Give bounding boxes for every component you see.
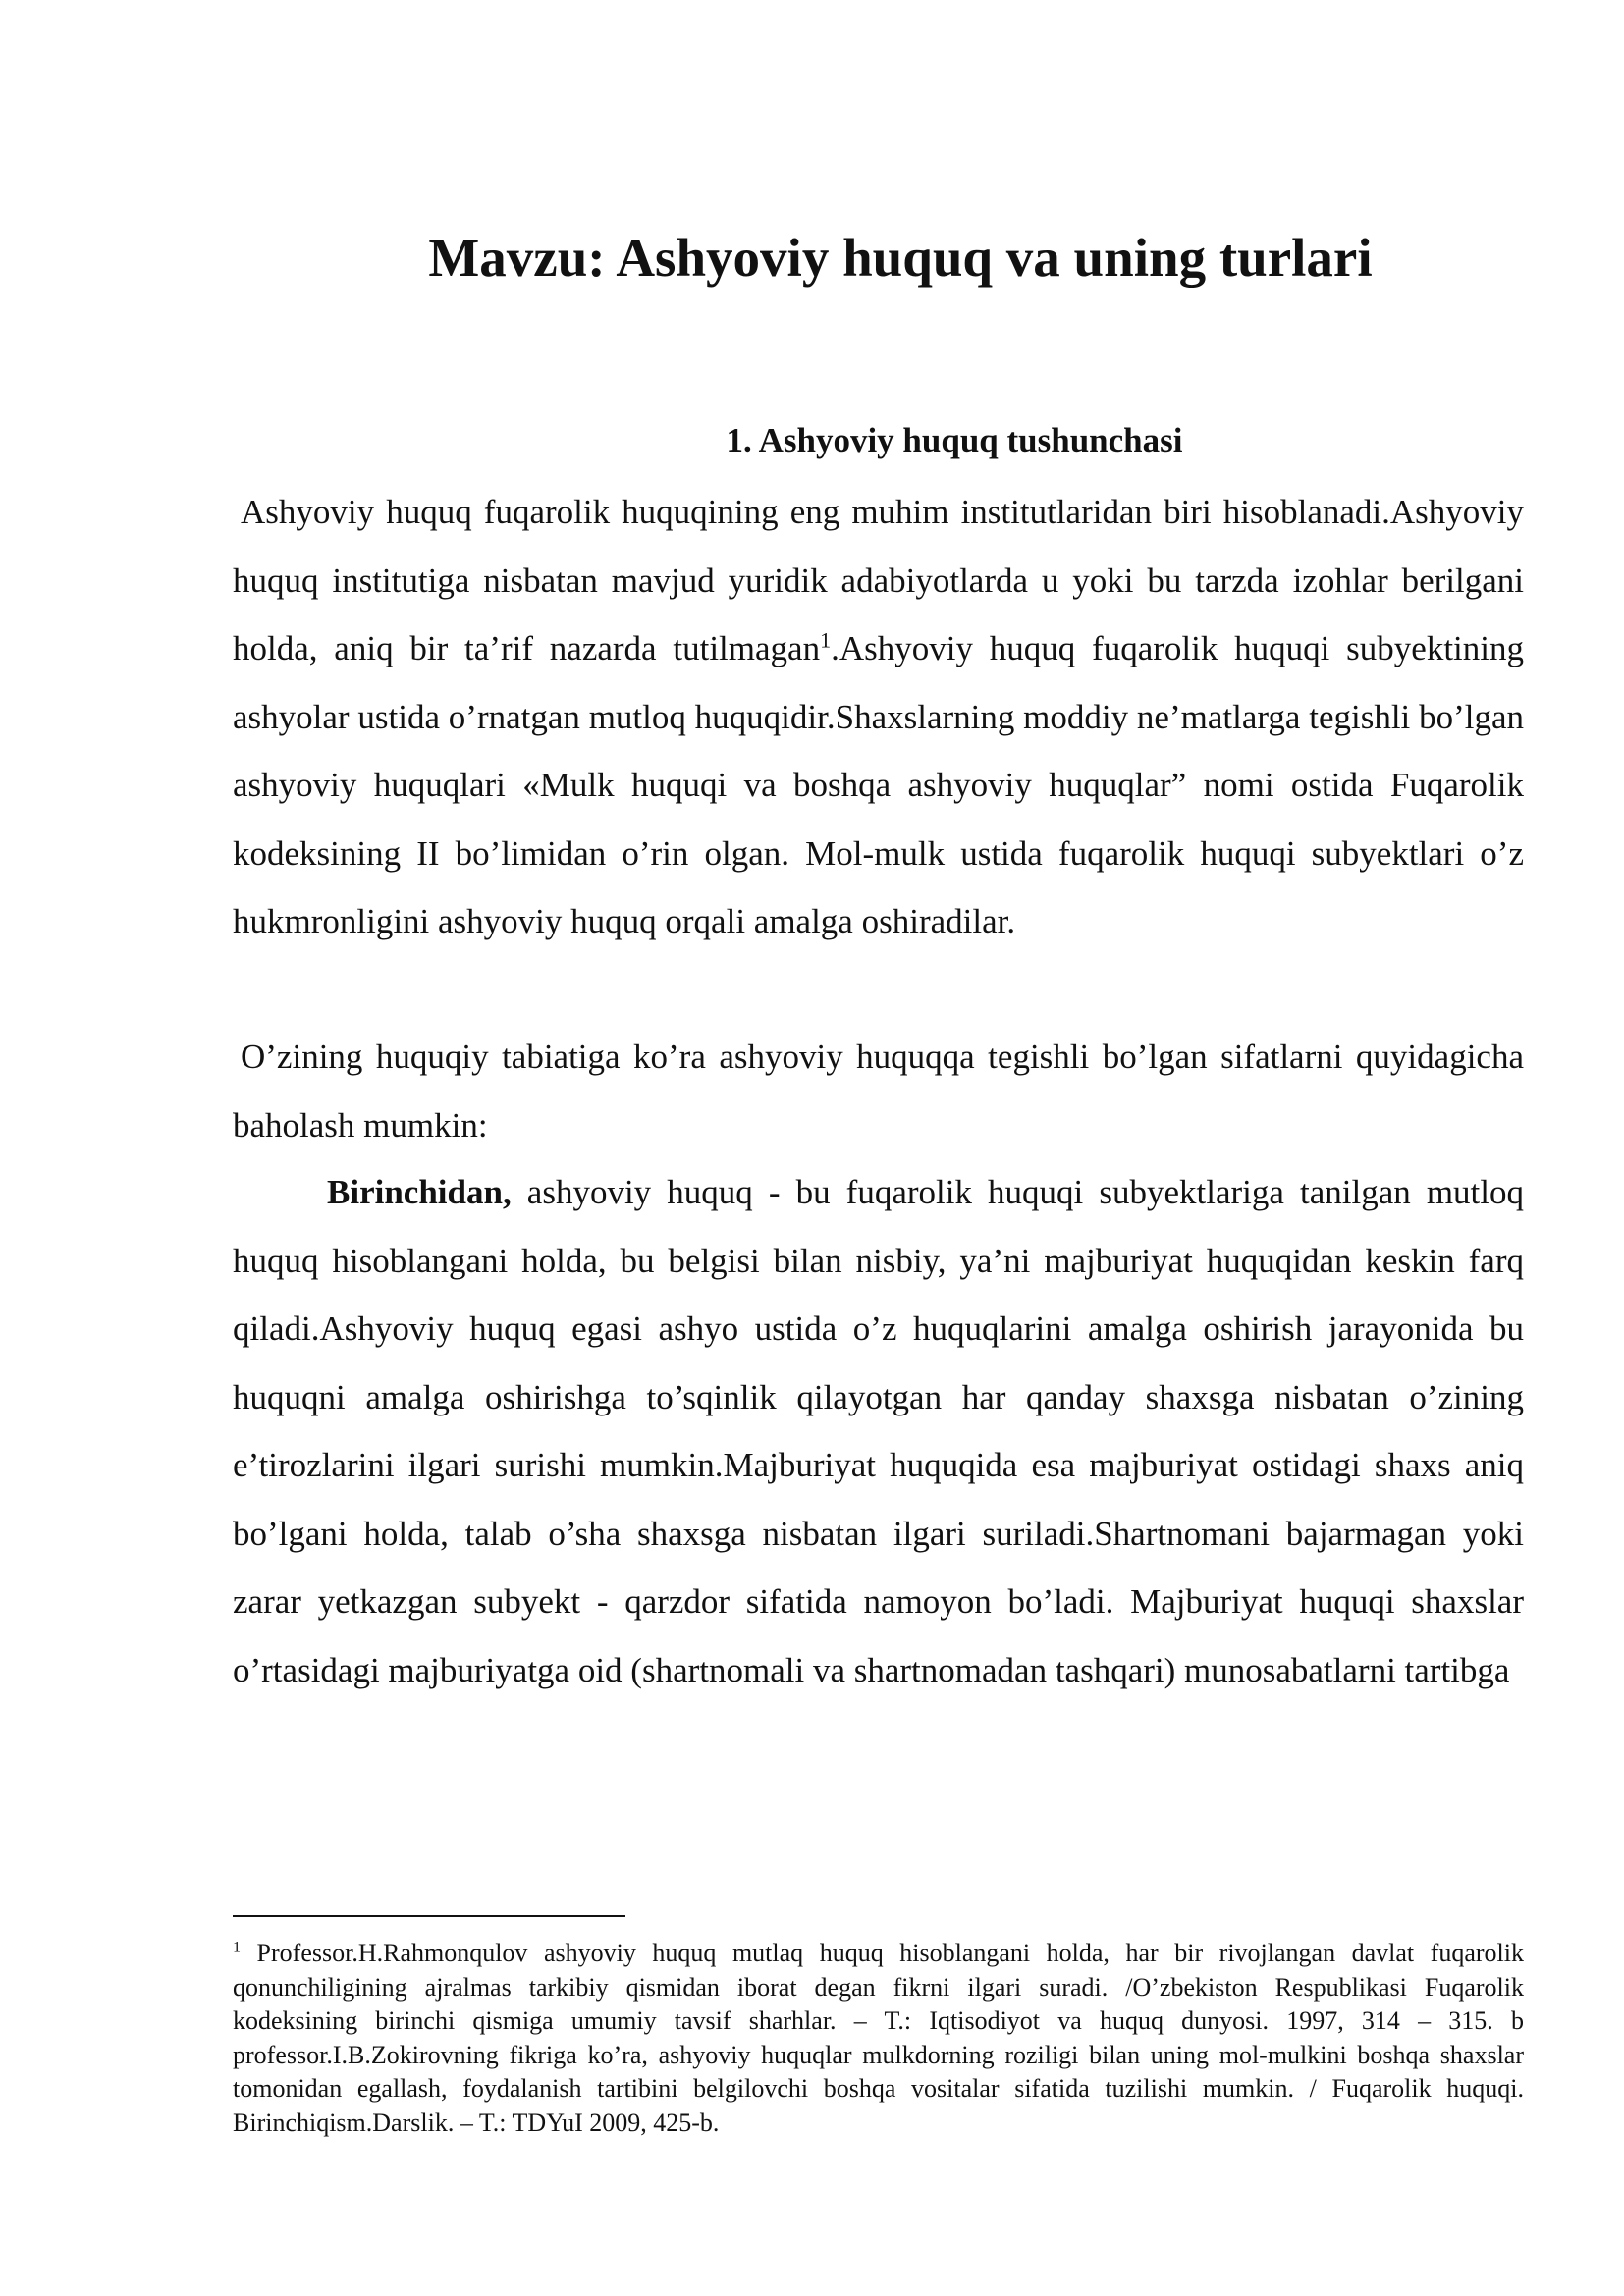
section-heading: 1. Ashyoviy huquq tushunchasi [726,421,1183,459]
paragraph-2 [233,1023,1524,1159]
footnote-text: Professor.H.Rahmonqulov ashyoviy huquq mutlaq huquq hisoblangani holda, har bir rivojlangan davlat fuqarolik qonunchiligining ajralmas tarkibiy qismidan iborat degan fikrni ilgari suradi. /O’zbekiston Respublikasi Fuqarolik kodeksining birinchi qismiga umumiy tavsif sharhlar. – T.: Iqtisodiyot va huquq dunyosi. 1997, 314 – 315. b professor.I.B.Zokirovning fikriga ko’ra, ashyoviy huquqlar mulkdorning roziligi bilan uning mol-mulkini boshqa shaxslar tomonidan egallash, foydalanish tartibini belgilovchi boshqa vositalar sifatida tuzilishi mumkin. / Fuqarolik huquqi. Birinchiqism.Darslik. – T.: TDYuI 2009, 425-b. [233,1939,1524,2137]
footnote-reference: 1 [820,627,832,653]
footnote-separator [233,1915,625,1917]
paragraph-3-lead: Birinchidan, [327,1173,512,1211]
paragraph-1 [233,478,1524,956]
page-title: Mavzu: Ashyoviy huquq va uning turlari [428,228,1373,288]
paragraph-3 [233,1158,1524,1704]
paragraph-1-text-b: .Ashyoviy huquq fuqarolik huquqi subyektining ashyolar ustida o’rnatgan mutloq huquqidir.Shaxslarning moddiy ne’matlarga tegishli bo’lgan ashyoviy huquqlari «Mulk huquqi va boshqa ashyoviy huquqlar” nomi ostida Fuqarolik kodeksining II bo’limidan o’rin olgan. Mol-mulk ustida fuqarolik huquqi subyektlari o’z hukmronligini ashyoviy huquq orqali amalga oshiradilar. [233,629,1524,940]
paragraph-1-text-a: Ashyoviy huquq fuqarolik huquqining eng muhim institutlaridan biri hisoblanadi.Ashyoviy huquq institutiga nisbatan mavjud yuridik adabiyotlarda u yoki bu tarzda izohlar berilgani holda, aniq bir ta’rif nazarda tutilmagan [233,493,1524,667]
footnote-number: 1 [233,1939,241,1956]
paragraph-3-text: ashyoviy huquq - bu fuqarolik huquqi subyektlariga tanilgan mutloq huquq hisoblangani holda, bu belgisi bilan nisbiy, ya’ni majburiyat huquqidan keskin farq qiladi.Ashyoviy huquq egasi ashyo ustida o’z huquqlarini amalga oshirish jarayonida bu huquqni amalga oshirishga to’sqinlik qilayotgan har qanday shaxsga nisbatan o’zining e’tirozlarini ilgari surishi mumkin.Majburiyat huquqida esa majburiyat ostidagi shaxs aniq bo’lgani holda, talab o’sha shaxsga nisbatan ilgari suriladi.Shartnomani bajarmagan yoki zarar yetkazgan subyekt - qarzdor sifatida namoyon bo’ladi. Majburiyat huquqi shaxslar o’rtasidagi majburiyatga oid (shartnomali va shartnomadan tashqari) munosabatlarni tartibga [233,1173,1524,1689]
paragraph-2-text: O’zining huquqiy tabiatiga ko’ra ashyoviy huquqqa tegishli bo’lgan sifatlarni quyidagicha baholash mumkin: [233,1038,1524,1145]
footnote [233,1937,1524,2140]
